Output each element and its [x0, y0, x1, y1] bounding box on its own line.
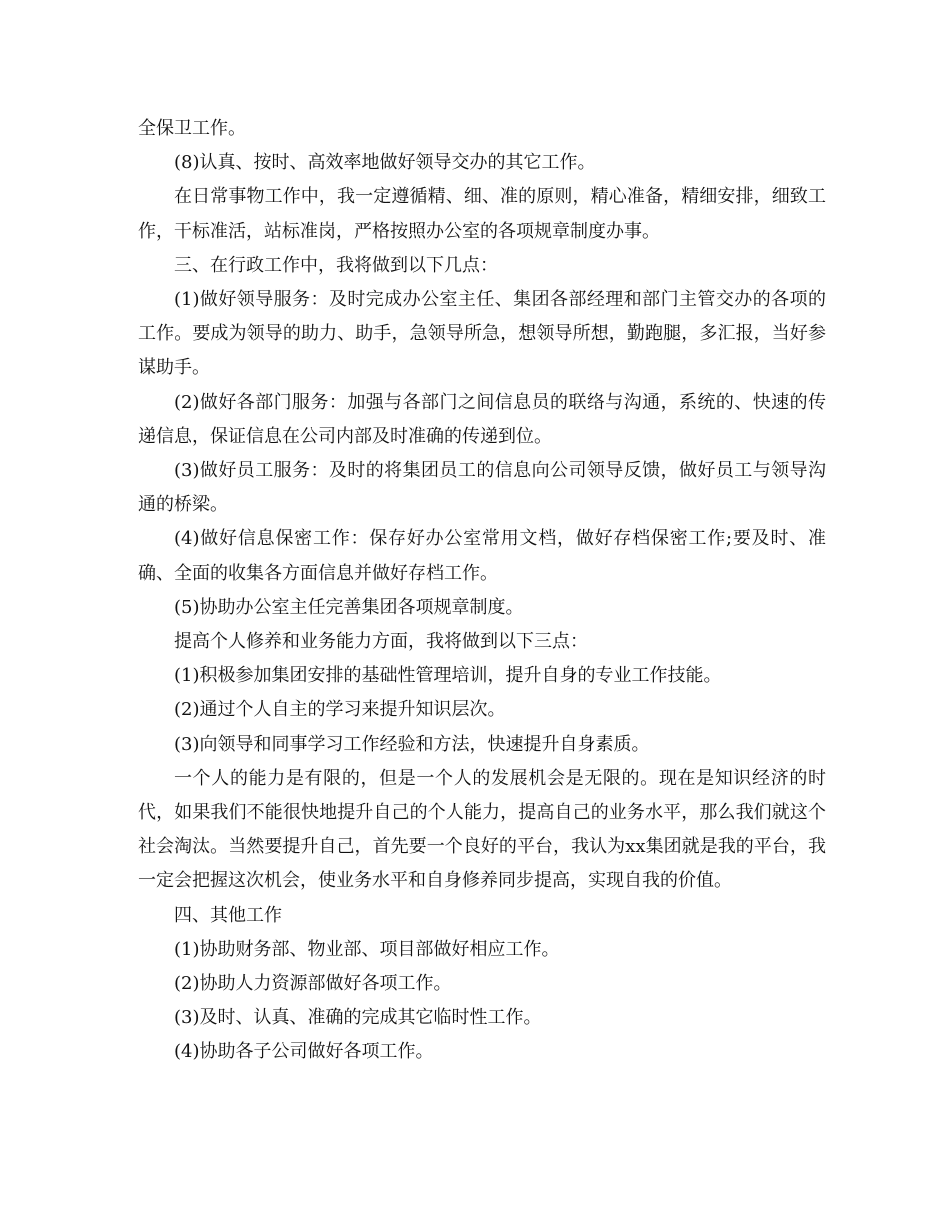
- paragraph: 提高个人修养和业务能力方面，我将做到以下三点：: [174, 631, 588, 653]
- paragraph: (3)及时、认真、准确的完成其它临时性工作。: [174, 1007, 542, 1029]
- paragraph: (1)积极参加集团安排的基础性管理培训，提升自身的专业工作技能。: [174, 665, 722, 687]
- paragraph: 一个人的能力是有限的，但是一个人的发展机会是无限的。现在是知识经济的时代，如果我们不能很快地提升自己的个人能力，提高自己的业务水平，那么我们就这个社会淘汰。当然要提升自己，首先要一个良好的平台，我认为xx集团就是我的平台，我一定会把握这次机会，使业务水平和自身修养同步提高，实现自我的价值。: [138, 767, 826, 892]
- paragraph: (2)做好各部门服务：加强与各部门之间信息员的联络与沟通，系统的、快速的传递信息，保证信息在公司内部及时准确的传递到位。: [138, 391, 826, 447]
- paragraph: (2)通过个人自主的学习来提升知识层次。: [174, 699, 506, 721]
- section-heading: 三、在行政工作中，我将做到以下几点：: [174, 254, 498, 276]
- document-body: [138, 112, 826, 1070]
- paragraph: (4)做好信息保密工作：保存好办公室常用文档，做好存档保密工作;要及时、准确、全面的收集各方面信息并做好存档工作。: [138, 528, 826, 584]
- section-heading: 四、其他工作: [174, 904, 282, 926]
- paragraph: (1)做好领导服务：及时完成办公室主任、集团各部经理和部门主管交办的各项的工作。要成为领导的助力、助手，急领导所急，想领导所想，勤跑腿，多汇报，当好参谋助手。: [138, 289, 826, 379]
- paragraph: (5)协助办公室主任完善集团各项规章制度。: [174, 596, 524, 618]
- paragraph: (8)认真、按时、高效率地做好领导交办的其它工作。: [174, 152, 596, 174]
- paragraph: 全保卫工作。: [138, 118, 246, 139]
- paragraph: (3)做好员工服务：及时的将集团员工的信息向公司领导反馈，做好员工与领导沟通的桥梁。: [138, 460, 826, 516]
- paragraph: (1)协助财务部、物业部、项目部做好相应工作。: [174, 938, 560, 960]
- paragraph: (4)协助各子公司做好各项工作。: [174, 1041, 434, 1063]
- paragraph: 在日常事物工作中，我一定遵循精、细、准的原则，精心准备，精细安排，细致工作，干标准活，站标准岗，严格按照办公室的各项规章制度办事。: [138, 186, 826, 242]
- paragraph: (3)向领导和同事学习工作经验和方法，快速提升自身素质。: [174, 733, 650, 755]
- paragraph: (2)协助人力资源部做好各项工作。: [174, 973, 452, 995]
